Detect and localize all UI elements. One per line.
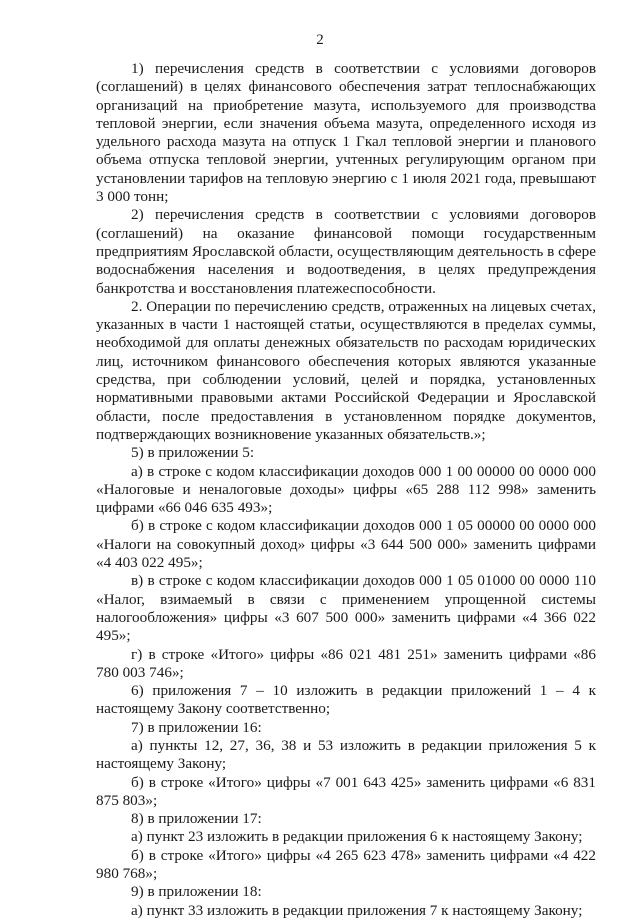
paragraph-amendment-6: 6) приложения 7 – 10 изложить в редакции приложений 1 – 4 к настоящему Закону соответственно; xyxy=(96,682,596,718)
paragraph-amendment-7a: а) пункты 12, 27, 36, 38 и 53 изложить в редакции приложения 5 к настоящему Закону; xyxy=(96,736,596,773)
paragraph-amendment-5a: а) в строке с кодом классификации доходов 000 1 00 00000 00 0000 000 «Налоговые и неналоговые доходы» цифры «65 288 112 998» заменить цифрами «66 046 635 493»; xyxy=(96,462,596,517)
paragraph-amendment-9a: а) пункт 33 изложить в редакции приложения 7 к настоящему Закону; xyxy=(131,901,583,919)
paragraph-amendment-9: 9) в приложении 18: xyxy=(131,883,262,901)
paragraph-amendment-7: 7) в приложении 16: xyxy=(131,718,262,736)
paragraph-amendment-8: 8) в приложении 17: xyxy=(131,810,262,828)
paragraph-item-2: 2) перечисления средств в соответствии с условиями договоров (соглашений) на оказание финансовой помощи государственным предприятиям Ярославской области, осуществляющим деятельность в сфере водоснабжения населения и водоотведения, в целях предупреждения банкротства и восстановления платежеспособности. xyxy=(96,206,596,297)
page-number: 2 xyxy=(316,32,324,48)
paragraph-amendment-5b: б) в строке с кодом классификации доходов 000 1 05 00000 00 0000 000 «Налоги на совокупный доход» цифры «3 644 500 000» заменить цифрами «4 403 022 495»; xyxy=(96,517,596,572)
paragraph-amendment-7b: б) в строке «Итого» цифры «7 001 643 425» заменить цифрами «6 831 875 803»; xyxy=(96,773,596,809)
paragraph-part-2: 2. Операции по перечислению средств, отраженных на лицевых счетах, указанных в части 1 настоящей статьи, осуществляются в пределах суммы, необходимой для оплаты денежных обязательств по расходам юридических лиц, источником финансового обеспечения которых являются указанные средства, при соблюдении условий, целей и порядка, установленных нормативными правовыми актами Российской Федерации и Ярославской области, после предоставления в установленном порядке документов, подтверждающих возникновение указанных обязательств.»; xyxy=(96,297,596,443)
paragraph-amendment-5g: г) в строке «Итого» цифры «86 021 481 251» заменить цифрами «86 780 003 746»; xyxy=(96,645,596,681)
paragraph-amendment-8b: б) в строке «Итого» цифры «4 265 623 478» заменить цифрами «4 422 980 768»; xyxy=(96,846,596,883)
paragraph-amendment-5: 5) в приложении 5: xyxy=(131,444,255,462)
document-body xyxy=(96,60,596,920)
paragraph-amendment-8a: а) пункт 23 изложить в редакции приложения 6 к настоящему Закону; xyxy=(131,828,583,846)
paragraph-amendment-5v: в) в строке с кодом классификации доходов 000 1 05 01000 00 0000 110 «Налог, взимаемый в связи с применением упрощенной системы налогообложения» цифры «3 607 500 000» заменить цифрами «4 366 022 495»; xyxy=(96,572,596,645)
paragraph-item-1: 1) перечисления средств в соответствии с условиями договоров (соглашений) в целях финансового обеспечения затрат теплоснабжающих организаций на приобретение мазута, используемого для производства тепловой энергии, если значения объема мазута, определенного исходя из удельного расхода мазута на отпуск 1 Гкал тепловой энергии и планового объема отпуска тепловой энергии, учтенных регулирующим органом при установлении тарифов на тепловую энергию с 1 июля 2021 года, превышают 3 000 тонн; xyxy=(96,60,596,206)
